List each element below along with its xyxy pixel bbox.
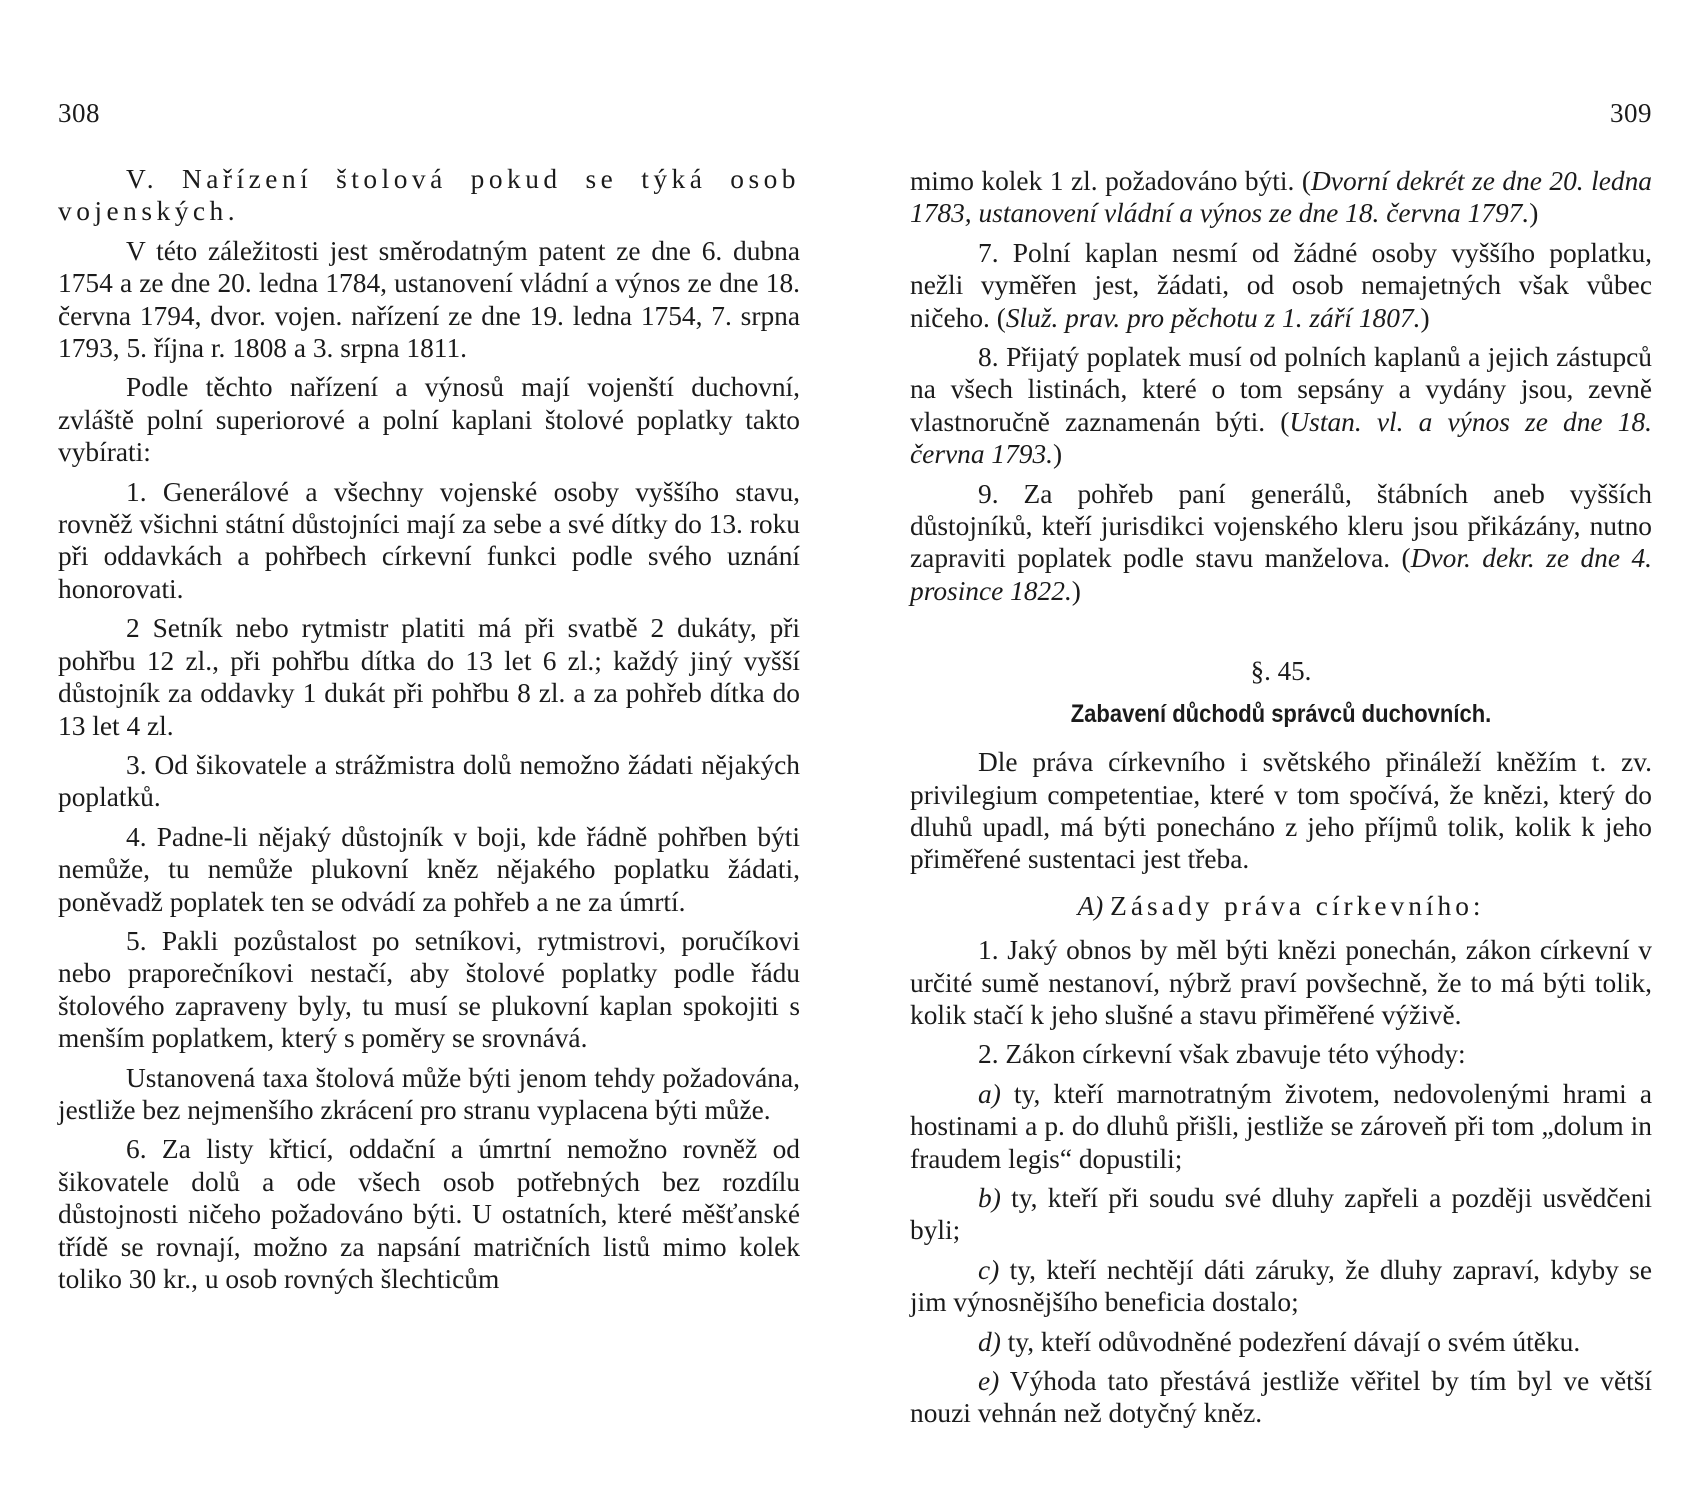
paragraph: 2. Zákon církevní však zbavuje této výhody: xyxy=(978,1039,1466,1070)
left-column xyxy=(58,163,800,1302)
list-item xyxy=(910,1365,1652,1430)
list-item xyxy=(910,1326,1652,1358)
item-text: ty, kteří marnotratným životem, nedovolenými hrami a hostinami a p. do dluhů přišli, jestliže se zároveň při tom „dolum in fraudem legis“ dopustili; xyxy=(910,1078,1652,1174)
close-paren: ) xyxy=(1420,302,1430,333)
right-page xyxy=(910,0,1652,1500)
paragraph: Dle práva církevního i světského přináleží kněžím t. zv. privilegium competentiae, které v tom spočívá, že knězi, který do dluhů upadl, má býti ponecháno z jeho příjmů tolik, kolik k jeho přiměřené sustentaci jest třeba. xyxy=(910,747,1652,875)
item-text: Výhoda tato přestává jestliže věřitel by tím byl ve větší nouzi vehnán než dotyčný kněz. xyxy=(910,1366,1652,1429)
paragraph: 5. Pakli pozůstalost po setníkovi, rytmistrovi, poručíkovi nebo praporečníkovi nestačí, aby štolové poplatky podle řádu štolového zapraveny byly, tu musí se plukovní kaplan spokojiti s menším poplatkem, který s poměry se srovnává. xyxy=(58,925,800,1054)
paragraph-text: 8. Přijatý poplatek musí od polních kaplanů a jejich zástupců na všech listinách, které o tom sepsány a vydány jsou, zevně vlastnoručně zaznamenán býti. ( xyxy=(910,342,1652,437)
item-letter: a) xyxy=(978,1078,1001,1109)
subheading-letter: A) xyxy=(1077,890,1104,921)
item-text: ty, kteří při soudu své dluhy zapřeli a později usvědčeni byli; xyxy=(910,1182,1652,1246)
citation: Služ. prav. pro pěchotu z 1. září 1807. xyxy=(1005,302,1421,333)
subheading-text: Zásady práva církevního: xyxy=(1110,890,1485,921)
left-page xyxy=(58,0,800,1500)
section-title: Zabavení důchodů správců duchovních. xyxy=(1070,699,1492,728)
paragraph xyxy=(910,165,1652,230)
item-letter: d) xyxy=(978,1326,1001,1357)
citation: Dvorní dekrét ze dne 20. ledna 1783, ustanovení vládní a výnos ze dne 18. června 1797. xyxy=(910,166,1652,229)
paragraph: Ustanovená taxa štolová může býti jenom tehdy požadována, jestliže bez nejmenšího zkrácení pro stranu vyplacena býti může. xyxy=(58,1062,800,1125)
paragraph xyxy=(910,341,1652,471)
paragraph: 4. Padne-li nějaký důstojník v boji, kde řádně pohřben býti nemůže, tu nemůže plukovní kněz nějakého poplatku žádati, poněvadž poplatek ten se odvádí za pohřeb a ne za úmrtí. xyxy=(58,821,800,917)
paragraph: 3. Od šikovatele a strážmistra dolů nemožno žádati nějakých poplatků. xyxy=(58,749,800,813)
item-letter: e) xyxy=(978,1366,1000,1396)
paragraph-text: 9. Za pohřeb paní generálů, štábních aneb vyšších důstojníků, kteří jurisdikci vojenského kleru jsou přikázány, nutno zapraviti poplatek podle stavu manželova. ( xyxy=(910,478,1652,574)
paragraph: Podle těchto nařízení a výnosů mají vojenští duchovní, zvláště polní superiorové a polní kaplani štolové poplatky takto vybírati: xyxy=(58,372,800,468)
list-item xyxy=(910,1182,1652,1247)
close-paren: ) xyxy=(1071,575,1081,606)
section-number: §. 45. xyxy=(1250,656,1312,687)
paragraph: 1. Generálové a všechny vojenské osoby vyššího stavu, rovněž všichni státní důstojníci mají za sebe a své dítky do 13. roku při oddavkách a pohřbech církevní funkci podle svého uznání honorovati. xyxy=(58,476,800,604)
paragraph xyxy=(910,478,1652,608)
list-item xyxy=(910,1078,1652,1175)
citation: Ustan. vl. a výnos ze dne 18. června 1793. xyxy=(910,406,1652,470)
item-text: ty, kteří nechtějí dáti záruky, že dluhy zapraví, kdyby se jim výnosnějšího beneficia dostalo; xyxy=(910,1254,1652,1318)
close-paren: ) xyxy=(1529,198,1539,229)
paragraph: V této záležitosti jest směrodatným patent ze dne 6. dubna 1754 a ze dne 20. ledna 1784, ustanovení vládní a výnos ze dne 18. června 1794, dvor. vojen. nařízení ze dne 19. ledna 1754, 7. srpna 1793, 5. října r. 1808 a 3. srpna 1811. xyxy=(58,235,800,364)
paragraph: 6. Za listy křticí, oddační a úmrtní nemožno rovněž od šikovatele dolů a ode všech osob potřebných bez rozdílu důstojnosti ničeho požadováno býti. U ostatních, které měšťanské třídě se rovnají, možno za napsání matričních listů mimo kolek toliko 30 kr., u osob rovných šlechticům xyxy=(58,1134,800,1294)
right-column xyxy=(910,165,1652,1437)
paragraph-text: 7. Polní kaplan nesmí od žádné osoby vyššího poplatku, nežli vyměřen jest, žádati, od osob nemajetných však vůbec ničeho. ( xyxy=(910,237,1652,333)
citation: Dvor. dekr. ze dne 4. prosince 1822. xyxy=(910,543,1652,606)
list-item xyxy=(910,1254,1652,1319)
close-paren: ) xyxy=(1053,439,1063,470)
item-text: ty, kteří odůvodněné podezření dávají o svém útěku. xyxy=(1000,1326,1581,1357)
item-letter: b) xyxy=(978,1182,1001,1213)
subheading xyxy=(910,890,1652,922)
page-number: 308 xyxy=(58,98,100,128)
paragraph-text: mimo kolek 1 zl. požadováno býti. ( xyxy=(910,166,1311,196)
page-number: 309 xyxy=(1610,98,1652,128)
paragraph: 1. Jaký obnos by měl býti knězi ponechán, zákon církevní v určité sumě nestanoví, nýbrž praví povšechně, že to má býti tolik, kolik stačí k jeho slušné a stavu přiměřené výživě. xyxy=(910,935,1652,1030)
section-heading: V. Nařízení štolová pokud se týká osob vojenských. xyxy=(58,164,800,227)
paragraph: 2 Setník nebo rytmistr platiti má při svatbě 2 dukáty, při pohřbu 12 zl., při pohřbu dítka do 13 let 6 zl.; každý jiný vyšší důstojník za oddavky 1 dukát při pohřbu 8 zl. a za pohřeb dítka do 13 let 4 zl. xyxy=(58,613,800,741)
item-letter: c) xyxy=(978,1254,1000,1285)
paragraph xyxy=(910,237,1652,334)
